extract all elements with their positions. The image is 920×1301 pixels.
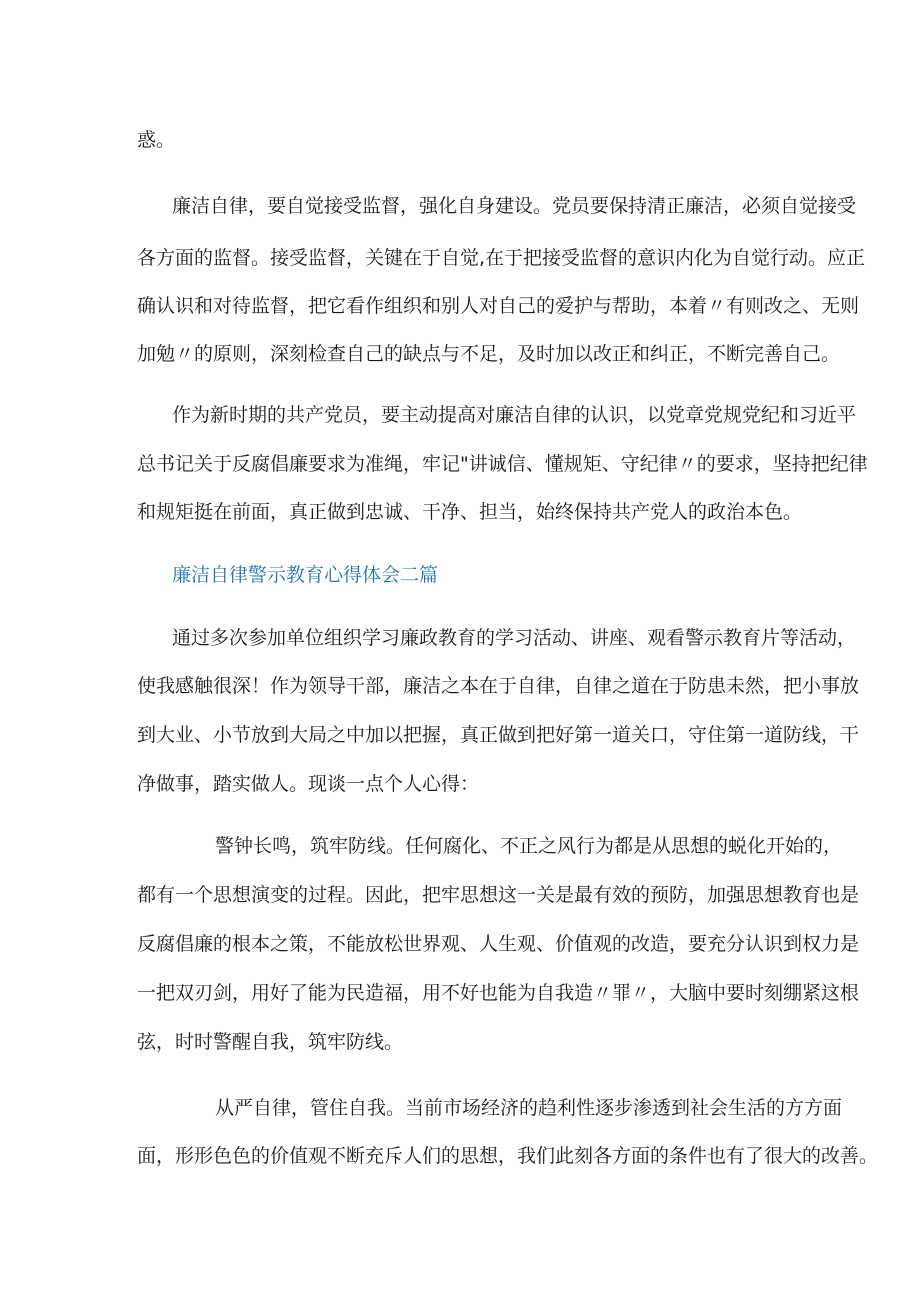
paragraph-line: 净做事，踏实做人。现谈一点个人心得： [137, 773, 480, 795]
paragraph-line: 都有一个思想演变的过程。因此，把牢思想这一关是最有效的预防，加强思想教育也是 [137, 884, 860, 906]
paragraph-line: 确认识和对待监督，把它看作组织和别人对自己的爱护与帮助，本着〃有则改之、无则 [137, 295, 860, 317]
paragraph-line: 和规矩挺在前面，真正做到忠诚、干净、担当，始终保持共产党人的政治本色。 [137, 501, 803, 523]
paragraph-line: 到大业、小节放到大局之中加以把握，真正做到把好第一道关口，守住第一道防线，干 [137, 724, 860, 746]
paragraph-line: 加勉〃的原则，深刻检查自己的缺点与不足，及时加以改正和纠正，不断完善自己。 [137, 343, 841, 365]
paragraph-line: 从严自律，管住自我。当前市场经济的趋利性逐步渗透到社会生活的方方面 [215, 1097, 843, 1119]
paragraph-line: 廉洁自律，要自觉接受监督，强化自身建设。党员要保持清正廉洁，必须自觉接受 [172, 195, 857, 217]
text-fragment: 惑。 [137, 129, 176, 151]
paragraph-line: 作为新时期的共产党员，要主动提高对廉洁自律的认识，以党章党规党纪和习近平 [172, 404, 857, 426]
paragraph-line: 弦，时时警醒自我，筑牢防线。 [137, 1031, 404, 1053]
paragraph-line: 总书记关于反腐倡廉要求为准绳，牢记"讲诚信、懂规矩、守纪律〃的要求，坚持把纪律 [137, 453, 868, 475]
paragraph-line: 通过多次参加单位组织学习廉政教育的学习活动、讲座、观看警示教育片等活动， [172, 627, 857, 649]
paragraph-line: 使我感触很深！作为领导干部，廉洁之本在于自律，自律之道在于防患未然，把小事放 [137, 675, 860, 697]
paragraph-line: 各方面的监督。接受监督，关键在于自觉,在于把接受监督的意识内化为自觉行动。应正 [137, 247, 866, 269]
paragraph-line: 面，形形色色的价值观不断充斥人们的思想，我们此刻各方面的条件也有了很大的改善。 [137, 1145, 879, 1167]
paragraph-line: 反腐倡廉的根本之策，不能放松世界观、人生观、价值观的改造，要充分认识到权力是 [137, 933, 860, 955]
paragraph-line: 警钟长鸣，筑牢防线。任何腐化、不正之风行为都是从思想的蜕化开始的， [215, 835, 843, 857]
paragraph-line: 一把双刃剑，用好了能为民造福，用不好也能为自我造〃罪〃，大脑中要时刻绷紧这根 [137, 982, 860, 1004]
section-heading: 廉洁自律警示教育心得体会二篇 [172, 564, 439, 586]
